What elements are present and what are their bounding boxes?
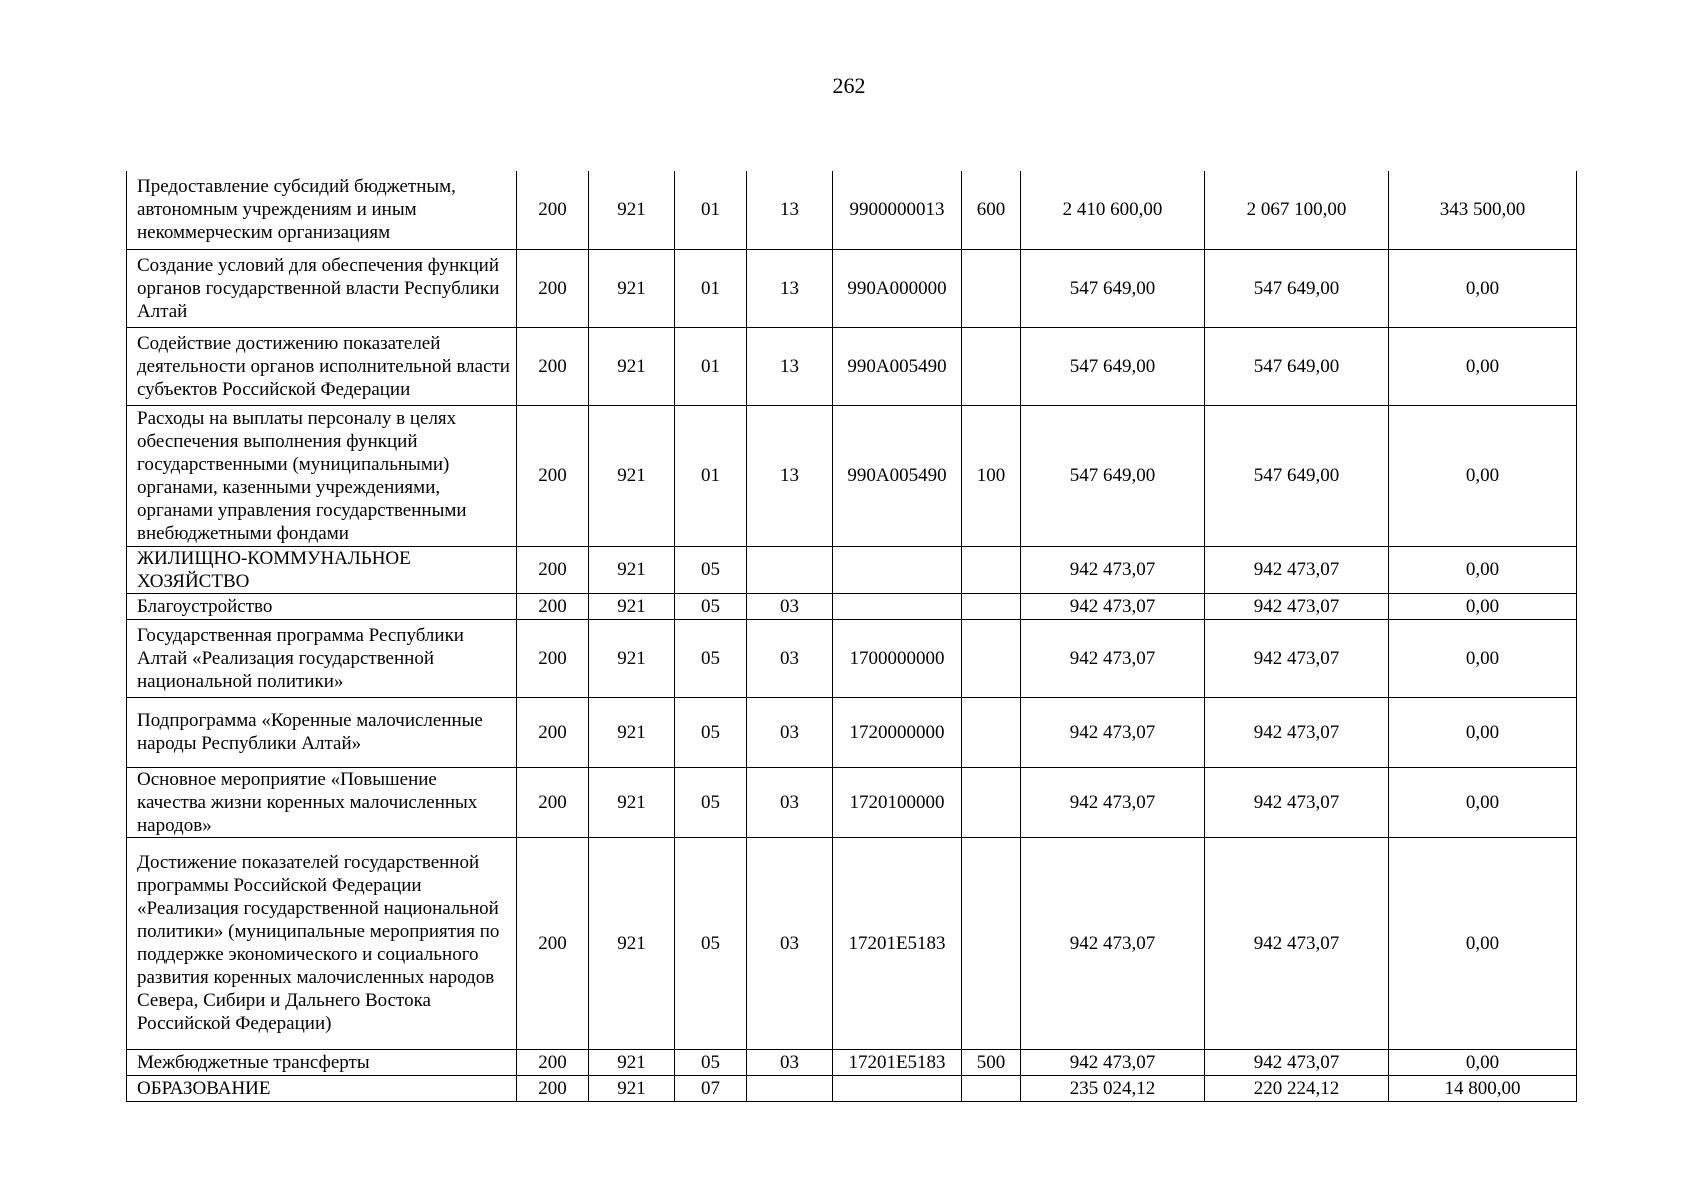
col-target: 1720100000 [833,767,962,837]
col-type [962,593,1021,619]
col-ministry: 921 [589,619,675,697]
col-target: 17201E5183 [833,1049,962,1075]
col-ministry: 921 [589,405,675,546]
col-code: 200 [517,619,589,697]
col-target: 990А005490 [833,405,962,546]
col-code: 200 [517,593,589,619]
col-code: 200 [517,546,589,593]
col-subsection [747,1075,833,1101]
col-amount-total: 942 473,07 [1021,837,1205,1049]
row-name: Благоустройство [127,593,517,619]
col-amount-regional: 343 500,00 [1389,171,1577,249]
col-type [962,767,1021,837]
col-type [962,327,1021,405]
col-code: 200 [517,327,589,405]
col-subsection: 03 [747,697,833,767]
budget-table [126,171,1577,1102]
col-section: 05 [675,546,747,593]
col-amount-total: 942 473,07 [1021,546,1205,593]
col-code: 200 [517,405,589,546]
col-amount-federal: 942 473,07 [1205,697,1389,767]
col-type: 100 [962,405,1021,546]
table-row [127,837,1577,1049]
col-ministry: 921 [589,249,675,327]
col-code: 200 [517,837,589,1049]
table-row [127,619,1577,697]
col-amount-regional: 0,00 [1389,249,1577,327]
col-section: 05 [675,593,747,619]
row-name: ЖИЛИЩНО-КОММУНАЛЬНОЕ ХОЗЯЙСТВО [127,546,517,593]
row-name: Основное мероприятие «Повышение качества жизни коренных малочисленных народов» [127,767,517,837]
col-amount-federal: 220 224,12 [1205,1075,1389,1101]
col-amount-regional: 0,00 [1389,327,1577,405]
col-target: 1700000000 [833,619,962,697]
col-section: 05 [675,1049,747,1075]
row-name: Создание условий для обеспечения функций органов государственной власти Республики Алтай [127,249,517,327]
col-subsection: 03 [747,837,833,1049]
col-code: 200 [517,249,589,327]
row-name: Содействие достижению показателей деятельности органов исполнительной власти субъектов Российской Федерации [127,327,517,405]
col-subsection: 13 [747,327,833,405]
table-row [127,1075,1577,1101]
col-target [833,1075,962,1101]
col-section: 07 [675,1075,747,1101]
col-amount-federal: 942 473,07 [1205,767,1389,837]
col-type [962,619,1021,697]
col-type: 600 [962,171,1021,249]
col-type [962,1075,1021,1101]
col-amount-total: 547 649,00 [1021,327,1205,405]
col-target [833,593,962,619]
table-row [127,171,1577,249]
col-amount-regional: 0,00 [1389,1049,1577,1075]
col-ministry: 921 [589,1075,675,1101]
col-amount-federal: 2 067 100,00 [1205,171,1389,249]
col-amount-federal: 942 473,07 [1205,593,1389,619]
col-section: 01 [675,249,747,327]
col-subsection: 13 [747,405,833,546]
col-target: 17201E5183 [833,837,962,1049]
col-code: 200 [517,171,589,249]
table-row [127,767,1577,837]
col-code: 200 [517,1075,589,1101]
col-ministry: 921 [589,837,675,1049]
col-amount-regional: 0,00 [1389,767,1577,837]
col-amount-regional: 0,00 [1389,837,1577,1049]
col-section: 05 [675,767,747,837]
col-subsection: 03 [747,593,833,619]
col-section: 05 [675,619,747,697]
col-section: 01 [675,171,747,249]
row-name: ОБРАЗОВАНИЕ [127,1075,517,1101]
row-name: Межбюджетные трансферты [127,1049,517,1075]
col-ministry: 921 [589,327,675,405]
col-code: 200 [517,767,589,837]
col-code: 200 [517,1049,589,1075]
col-ministry: 921 [589,697,675,767]
col-ministry: 921 [589,546,675,593]
col-amount-total: 942 473,07 [1021,767,1205,837]
col-subsection: 03 [747,1049,833,1075]
col-amount-federal: 547 649,00 [1205,249,1389,327]
col-subsection: 03 [747,619,833,697]
col-amount-regional: 0,00 [1389,593,1577,619]
col-subsection: 13 [747,249,833,327]
col-amount-federal: 547 649,00 [1205,405,1389,546]
col-amount-federal: 942 473,07 [1205,619,1389,697]
row-name: Расходы на выплаты персоналу в целях обеспечения выполнения функций государственными (муниципальными) органами, казенными учреждениями, органами управления государственными внебюджетными фондами [127,405,517,546]
col-code: 200 [517,697,589,767]
table-row [127,249,1577,327]
row-name: Достижение показателей государственной программы Российской Федерации «Реализация государственной национальной политики» (муниципальные мероприятия по поддержке экономического и социального развития коренных малочисленных народов Севера, Сибири и Дальнего Востока Российской Федерации) [127,837,517,1049]
col-section: 01 [675,327,747,405]
col-target: 9900000013 [833,171,962,249]
col-ministry: 921 [589,171,675,249]
col-amount-federal: 942 473,07 [1205,1049,1389,1075]
col-type: 500 [962,1049,1021,1075]
col-target: 1720000000 [833,697,962,767]
col-type [962,697,1021,767]
col-type [962,249,1021,327]
col-type [962,837,1021,1049]
col-amount-regional: 0,00 [1389,619,1577,697]
table-row [127,1049,1577,1075]
table-row [127,546,1577,593]
col-section: 05 [675,697,747,767]
col-subsection: 13 [747,171,833,249]
col-amount-total: 942 473,07 [1021,619,1205,697]
row-name: Предоставление субсидий бюджетным, автономным учреждениям и иным некоммерческим организациям [127,171,517,249]
col-amount-total: 942 473,07 [1021,1049,1205,1075]
col-amount-regional: 0,00 [1389,697,1577,767]
row-name: Подпрограмма «Коренные малочисленные народы Республики Алтай» [127,697,517,767]
table-row [127,405,1577,546]
col-target: 990А000000 [833,249,962,327]
col-amount-total: 942 473,07 [1021,593,1205,619]
col-amount-regional: 14 800,00 [1389,1075,1577,1101]
col-section: 01 [675,405,747,546]
col-ministry: 921 [589,593,675,619]
col-amount-total: 942 473,07 [1021,697,1205,767]
table-row [127,327,1577,405]
col-amount-total: 547 649,00 [1021,405,1205,546]
col-subsection: 03 [747,767,833,837]
col-ministry: 921 [589,1049,675,1075]
row-name: Государственная программа Республики Алтай «Реализация государственной национальной политики» [127,619,517,697]
col-subsection [747,546,833,593]
col-amount-federal: 942 473,07 [1205,546,1389,593]
col-amount-total: 547 649,00 [1021,249,1205,327]
col-target [833,546,962,593]
col-amount-regional: 0,00 [1389,546,1577,593]
col-amount-federal: 942 473,07 [1205,837,1389,1049]
page-number: 262 [832,73,866,98]
col-amount-regional: 0,00 [1389,405,1577,546]
col-target: 990А005490 [833,327,962,405]
table-row [127,593,1577,619]
col-type [962,546,1021,593]
table-row [127,697,1577,767]
col-amount-total: 2 410 600,00 [1021,171,1205,249]
col-section: 05 [675,837,747,1049]
col-amount-total: 235 024,12 [1021,1075,1205,1101]
col-amount-federal: 547 649,00 [1205,327,1389,405]
col-ministry: 921 [589,767,675,837]
